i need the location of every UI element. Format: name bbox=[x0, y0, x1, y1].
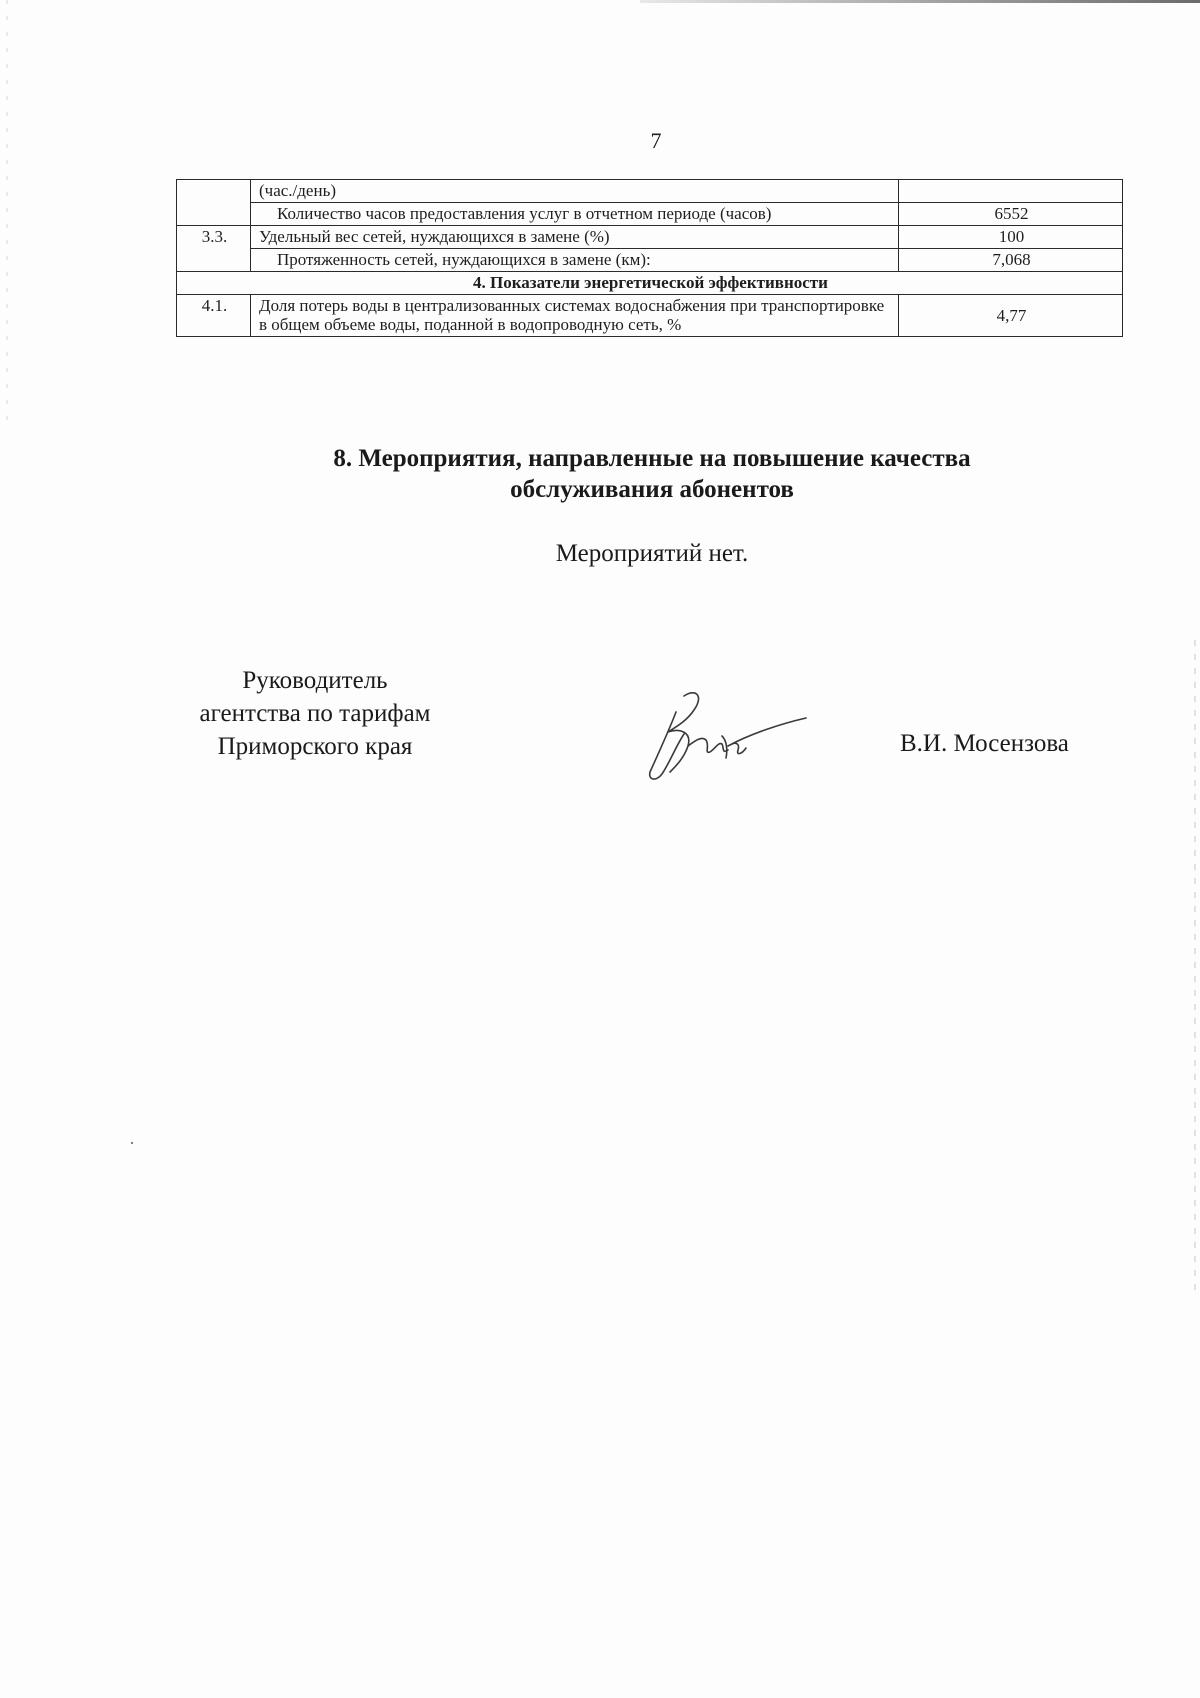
indicator-text-cell: Доля потерь воды в централизованных системах водоснабжения при транспортировке в общем объеме воды, поданной в водопроводную сеть, % bbox=[251, 295, 899, 337]
scan-artifact-dot bbox=[131, 1142, 133, 1144]
indicator-text-cell: Протяженность сетей, нуждающихся в замене (км): bbox=[251, 249, 899, 272]
signer-title-line-3: Приморского края bbox=[217, 733, 413, 760]
indicator-text-cell: Удельный вес сетей, нуждающихся в замене (%) bbox=[251, 226, 899, 249]
indicator-text-cell: (час./день) bbox=[251, 180, 899, 203]
row-number-cell: 4.1. bbox=[177, 295, 251, 337]
indicator-value-cell: 6552 bbox=[899, 203, 1123, 226]
indicator-value-cell bbox=[899, 180, 1123, 203]
section-heading-line-1: 8. Мероприятия, направленные на повышение качества bbox=[333, 445, 971, 472]
signer-title-line-1: Руководитель bbox=[242, 667, 388, 694]
table-section-row bbox=[177, 272, 1123, 295]
handwritten-signature bbox=[640, 688, 810, 788]
scan-artifact-left-edge bbox=[6, 0, 8, 420]
section-heading-line-2: обслуживания абонентов bbox=[510, 476, 794, 503]
table-row bbox=[177, 249, 1123, 272]
page-number: 7 bbox=[650, 128, 662, 153]
indicator-text-cell: Количество часов предоставления услуг в отчетном периоде (часов) bbox=[251, 203, 899, 226]
row-number-cell: 3.3. bbox=[177, 226, 251, 272]
table-row bbox=[177, 295, 1123, 337]
table-row bbox=[177, 203, 1123, 226]
signer-name: В.И. Мосензова bbox=[900, 730, 1069, 757]
signer-title bbox=[190, 664, 440, 763]
row-number-cell bbox=[177, 180, 251, 226]
indicator-value-cell: 7,068 bbox=[899, 249, 1123, 272]
scan-artifact-right-edge bbox=[1194, 640, 1196, 1290]
table-section-title: 4. Показатели энергетической эффективности bbox=[177, 272, 1123, 295]
section-heading bbox=[200, 443, 1104, 505]
indicators-table bbox=[176, 179, 1123, 337]
indicator-value-cell: 4,77 bbox=[899, 295, 1123, 337]
measures-note: Мероприятий нет. bbox=[555, 540, 749, 567]
scan-artifact-top-line bbox=[640, 0, 1200, 3]
signer-title-line-2: агентства по тарифам bbox=[199, 700, 431, 727]
table-row bbox=[177, 180, 1123, 203]
table-row bbox=[177, 226, 1123, 249]
indicator-value-cell: 100 bbox=[899, 226, 1123, 249]
